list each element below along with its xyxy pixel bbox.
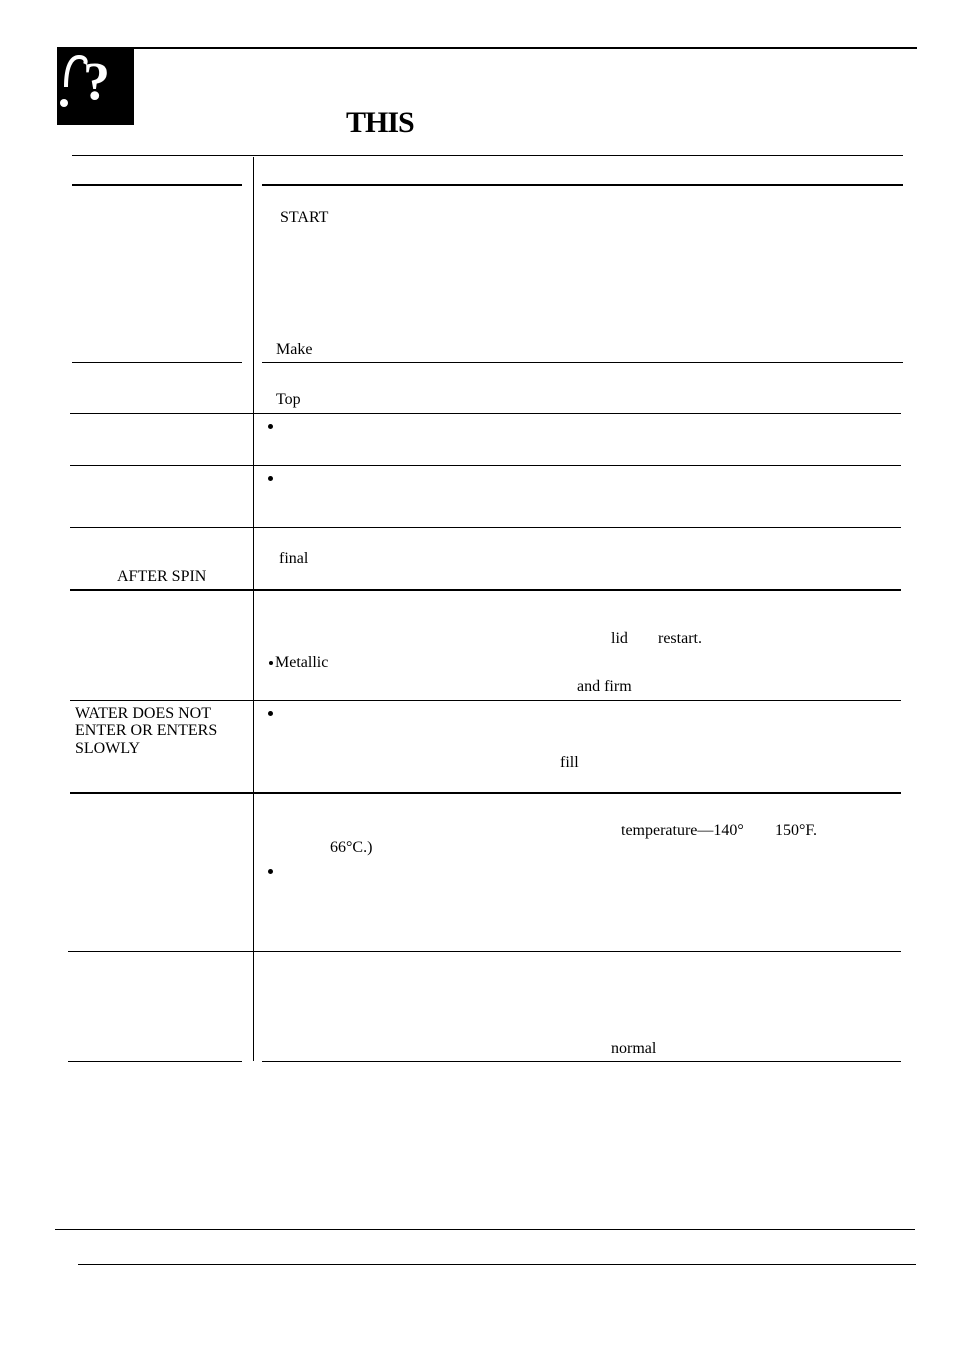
row-8-problem-line-1: WATER DOES NOT [75, 705, 211, 722]
row-7-text-d: and firm [577, 678, 632, 695]
row-3-text: Top [276, 391, 301, 408]
header-rule-right [262, 184, 903, 186]
row-rule [70, 700, 901, 701]
header-rule-left [72, 184, 242, 186]
row-8-problem-line-3: SLOWLY [75, 740, 141, 757]
row-9-text-c: 66°C.) [330, 839, 373, 856]
footer-rule-top [55, 1229, 915, 1230]
row-rule [70, 465, 901, 466]
svg-text:?: ? [83, 51, 110, 111]
table-top-rule [72, 155, 903, 156]
row-10-text: normal [611, 1040, 657, 1057]
question-icon [57, 47, 134, 125]
row-rule [70, 413, 901, 414]
page-title: THIS [346, 106, 414, 139]
row-rule [70, 792, 901, 794]
column-divider [253, 157, 254, 1061]
table-bottom-rule-right [262, 1061, 901, 1062]
bullet-icon [269, 661, 273, 665]
row-7-text-a: lid [611, 630, 628, 647]
row-rule-right [264, 951, 901, 952]
bullet-icon [268, 711, 273, 716]
footer-rule-bottom [78, 1264, 916, 1265]
row-2-text: Make [276, 341, 313, 358]
row-7-text-c: Metallic [275, 654, 329, 671]
row-8-text: fill [560, 754, 579, 771]
row-6-problem: AFTER SPIN [117, 568, 207, 585]
row-rule-left [68, 951, 264, 952]
table-bottom-rule-left [68, 1061, 242, 1062]
header-rule [134, 47, 917, 49]
row-rule-left [72, 362, 242, 363]
row-6-text: final [279, 550, 309, 567]
bullet-icon [268, 476, 273, 481]
row-rule-right [262, 362, 903, 363]
row-rule [70, 527, 901, 528]
row-9-text-a: temperature—140° [621, 822, 744, 839]
row-8-problem-line-2: ENTER OR ENTERS [75, 722, 218, 739]
row-9-text-b: 150°F. [775, 822, 818, 839]
row-1-text: START [280, 209, 329, 226]
bullet-icon [268, 424, 273, 429]
row-rule [70, 589, 901, 591]
bullet-icon [268, 869, 273, 874]
row-7-text-b: restart. [658, 630, 702, 647]
